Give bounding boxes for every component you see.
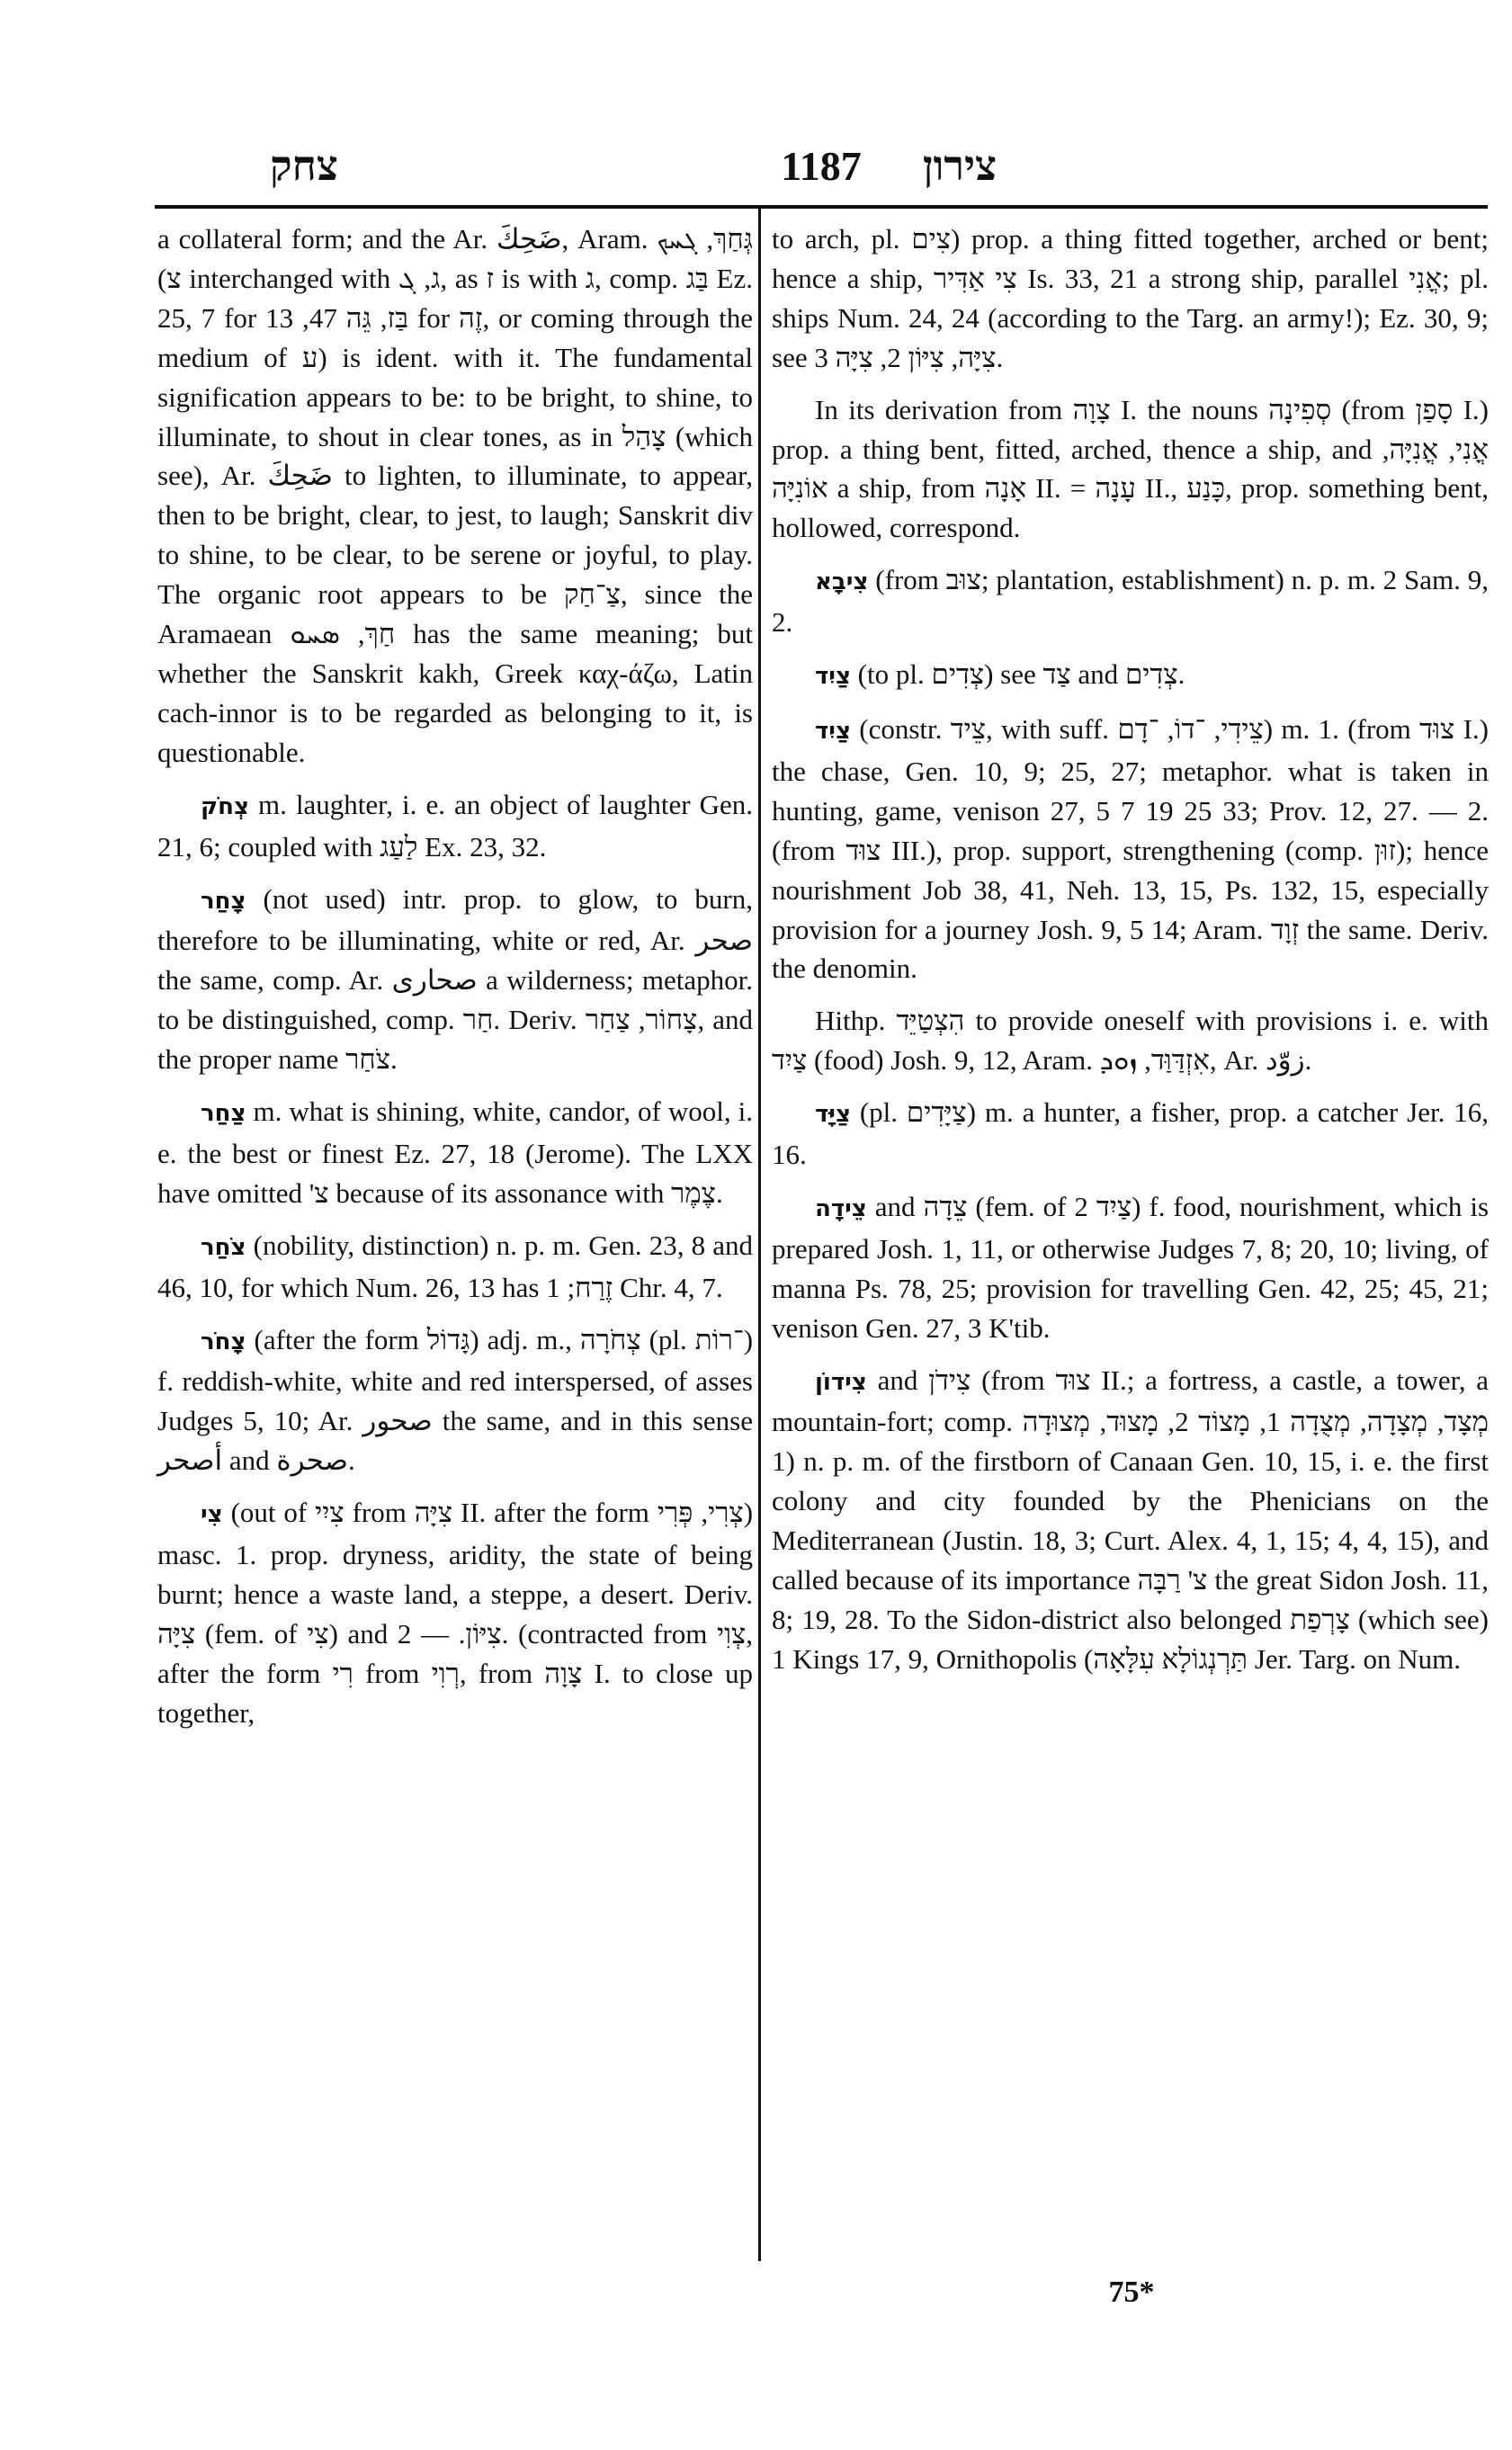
entry-text: to arch, pl. צִים) prop. a thing fitted together, arched or bent; hence a ship, צִי אַדִּיר Is. 33, 21 a strong ship, parallel אֳנִי; pl. ships Num. 24, 24 (according to the Targ. an army!); Ez. 30, 9; see צִיָּה, צִיּוֹן 2, צִיָּה 3. <box>772 223 1490 373</box>
entry-text: (pl. צַיָּדִים) m. a hunter, a fisher, prop. a catcher Jer. 16, 16. <box>772 1096 1489 1171</box>
entry-tsechoq <box>157 785 753 867</box>
entry-text: (nobility, distinction) n. p. m. Gen. 23, 8 and 46, 10, for which Num. 26, 13 has זֶרַח; 1 Chr. 4, 7. <box>157 1229 754 1303</box>
running-head-last-word: צירון <box>922 143 998 189</box>
entry-tsayyad <box>772 1093 1489 1175</box>
entry-tsayid <box>772 710 1489 988</box>
column-divider <box>758 209 761 2261</box>
entry-tsachor <box>157 1320 753 1481</box>
headword: צִידוֹן <box>815 1368 867 1396</box>
headword: צַיִד <box>815 717 851 745</box>
headword: צִיבָא <box>815 568 869 596</box>
headword: צַחַר <box>201 1100 246 1128</box>
signature-mark: 75* <box>1108 2276 1155 2309</box>
headword: צַיִד <box>815 663 851 691</box>
entry-text: m. what is shining, white, candor, of wool, i. e. the best or finest Ez. 27, 18 (Jerome). The LXX have omitted 'צ because of its assonance with צֶמֶר. <box>157 1095 754 1209</box>
headword: צָחֹר <box>201 1328 246 1355</box>
headword: צְחֹק <box>201 792 249 820</box>
entry-hithp <box>772 1001 1489 1080</box>
entry-tsidon <box>772 1361 1489 1679</box>
headword: צַיָּד <box>815 1101 851 1129</box>
left-column <box>157 219 753 1746</box>
headword: צֵידָה <box>815 1194 867 1222</box>
entry-tsachar-root <box>157 880 753 1080</box>
entry-text: m. laughter, i. e. an object of laughter Gen. 21, 6; coupled with לַעַג Ex. 23, 32. <box>157 788 753 863</box>
headword: צֹחַר <box>201 1233 246 1261</box>
entry-tsi <box>157 1493 753 1732</box>
entry-tsid-1 <box>772 655 1489 697</box>
entry-derivation-note <box>772 390 1489 549</box>
entry-text: (after the form גָּדוֹל) adj. m., צְחֹרָה (pl. ־רוֹת) f. reddish-white, white and red interspersed, of asses Judges 5, 10; Ar. صحور the same, and in this sense أصحر and صحرة. <box>157 1323 754 1477</box>
entry-text: (constr. צֵיד, with suff. צֵידִי, ־דוֹ, ־דָם) m. 1. (from צוּד I.) the chase, Gen. 10, 9; 25, 27; metaphor. what is taken in hunting, game, venison 27, 5 7 19 25 33; Prov. 12, 27. — 2. (from צוּד III.), prop. support, strengthening (comp. זוּן); hence nourishment Job 38, 41, Neh. 13, 15, Ps. 132, 15, especially provision for a journey Josh. 9, 5 14; Aram. זְוָד the same. Deriv. the denomin. <box>772 712 1490 985</box>
running-head <box>155 135 1488 198</box>
entry-continuation <box>157 219 753 773</box>
entry-tsiba <box>772 560 1489 642</box>
entry-tseda <box>772 1187 1489 1348</box>
page-number: 1187 <box>781 143 862 189</box>
entry-text: (out of צִיִי from צִיָּה II. after the form צְרִי, פְּרִי) masc. 1. prop. dryness, aridity, the state of being burnt; hence a waste land, a steppe, a desert. Deriv. צִיָּה (fem. of צִי) and צִיּוֹן. — 2. (contracted from צְוִי, after the form רִי from רְוִי, from צָוָה I. to close up together, <box>157 1497 754 1729</box>
header-rule <box>155 205 1488 209</box>
entry-text: and צֵדָה (fem. of צַיִד 2) f. food, nourishment, which is prepared Josh. 1, 11, or otherwise Judges 7, 8; 20, 10; living, of manna Ps. 78, 25; provision for travelling Gen. 42, 25; 45, 21; venison Gen. 27, 3 K'tib. <box>772 1190 1490 1344</box>
entry-text: (to pl. צְדִים) see צַד and צְדִים. <box>857 658 1185 691</box>
right-column <box>772 219 1489 1692</box>
entry-tsachar-noun <box>157 1092 753 1213</box>
entry-tsochar <box>157 1226 753 1308</box>
entry-text: and צִידֹן (from צוּד II.; a fortress, a castle, a tower, a mountain-fort; comp. מְצָד, מְצָדָה, מְצֻדָה 1, מָצוֹד 2, מָצוּד, מְצוּדָה 1) n. p. m. of the firstborn of Canaan Gen. 10, 15, i. e. the first colony and city founded by the Phenicians on the Mediterranean (Justin. 18, 3; Curt. Alex. 4, 1, 15; 4, 4, 15), and called because of its importance צ' רַבָּה the great Sidon Josh. 11, 8; 19, 28. To the Sidon-district also belonged צָרְפַת (which see) 1 Kings 17, 9, Ornithopolis (תַּרְנְגוֹלָא עִלָּאָה Jer. Targ. on Num. <box>772 1364 1489 1675</box>
entry-text: Hithp. הִצְטַיֵּד to provide oneself with provisions i. e. with צַיִד (food) Josh. 9, 12, Aram. אִזְדַּוַּד, ܙܘܕ, Ar. زوّد. <box>772 1005 1489 1077</box>
headword: צִי <box>201 1501 223 1529</box>
entry-text: (not used) intr. prop. to glow, to burn, therefore to be illuminating, white or red, Ar. صحر the same, comp. Ar. صحارى a wilderness; metaphor. to be distinguished, comp. חַר. Deriv. צָחוֹר, צַחַר, and the proper name צֹחַר. <box>157 882 754 1076</box>
entry-text: a collateral form; and the Ar. ضَحِكَ, Aram. גְּחַךְ, ܓܚܟ (צ interchanged with ג, ܓ, as ז is with ג, comp. בַּג Ez. 25, 7 for בַּז, גֵּה 47, 13 for זֶה, or coming through the medium of ע) is ident. with it. The fundamental signification appears to be: to be bright, to shine, to illuminate, to shout in clear tones, as in צָהַל (which see), Ar. ضَحِكَ to lighten, to illuminate, to appear, then to be bright, clear, to jest, to laugh; Sanskrit div to shine, to be clear, to be serene or joyful, to play. The organic root appears to be צַ־חַק, since the Aramaean חַךְ, ܣܚܘ has the same meaning; but whether the Sanskrit kakh, Greek καχ-άζω, Latin cach-innor is to be regarded as belonging to it, is questionable. <box>157 223 754 768</box>
entry-text: (from צוּב; plantation, establishment) n. p. m. 2 Sam. 9, 2. <box>772 564 1489 639</box>
headword: צָחַר <box>201 887 246 915</box>
entry-text: In its derivation from צָוָה I. the nouns סְפִינָה (from סָפַן I.) prop. a thing bent, fitted, arched, thence a ship, and אֳנִי, אֳנִיָּה, אוֹנִיָּה a ship, from אָנָה II. = עָנָה II., כָּנַע, prop. something bent, hollowed, correspond. <box>772 393 1489 544</box>
running-head-first-word: צחק <box>270 143 338 189</box>
entry-tsi-continued <box>772 219 1489 378</box>
